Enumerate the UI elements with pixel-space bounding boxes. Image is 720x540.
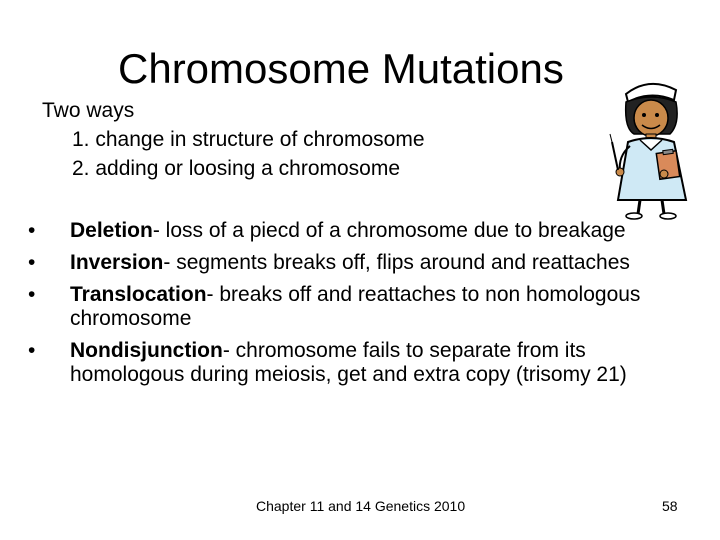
mutation-list — [28, 219, 688, 395]
list-item-translocation — [28, 283, 688, 331]
term-deletion: Deletion — [70, 219, 153, 242]
intro-item: 1. change in structure of chromosome — [72, 128, 425, 151]
definition-nondisjunction: - chromosome fails to separate from its homologous during meiosis, get and extra copy (trisomy 21) — [70, 339, 627, 386]
footer-text: Chapter 11 and 14 Genetics 2010 — [256, 498, 466, 514]
slide-number: 58 — [662, 498, 678, 514]
definition-translocation: - breaks off and reattaches to non homologous chromosome — [70, 283, 641, 330]
term-translocation: Translocation — [70, 283, 207, 306]
bullet-marker: • — [28, 219, 36, 242]
definition-inversion: - segments breaks off, flips around and reattaches — [163, 251, 630, 274]
bullet-marker: • — [28, 283, 36, 306]
intro-heading: Two ways — [42, 99, 135, 122]
intro-item: 2. adding or loosing a chromosome — [72, 157, 401, 180]
term-inversion: Inversion — [70, 251, 164, 274]
intro-block — [42, 96, 425, 183]
bullet-marker: • — [28, 251, 36, 274]
term-nondisjunction: Nondisjunction — [70, 339, 223, 362]
slide-title: Chromosome Mutations — [118, 45, 564, 92]
list-item-inversion — [28, 251, 688, 275]
list-item-deletion — [28, 219, 688, 243]
nurse-clipart-icon — [604, 72, 704, 222]
list-item-nondisjunction — [28, 339, 688, 387]
definition-deletion: - loss of a piecd of a chromosome due to breakage — [152, 219, 626, 242]
bullet-marker: • — [28, 339, 36, 362]
